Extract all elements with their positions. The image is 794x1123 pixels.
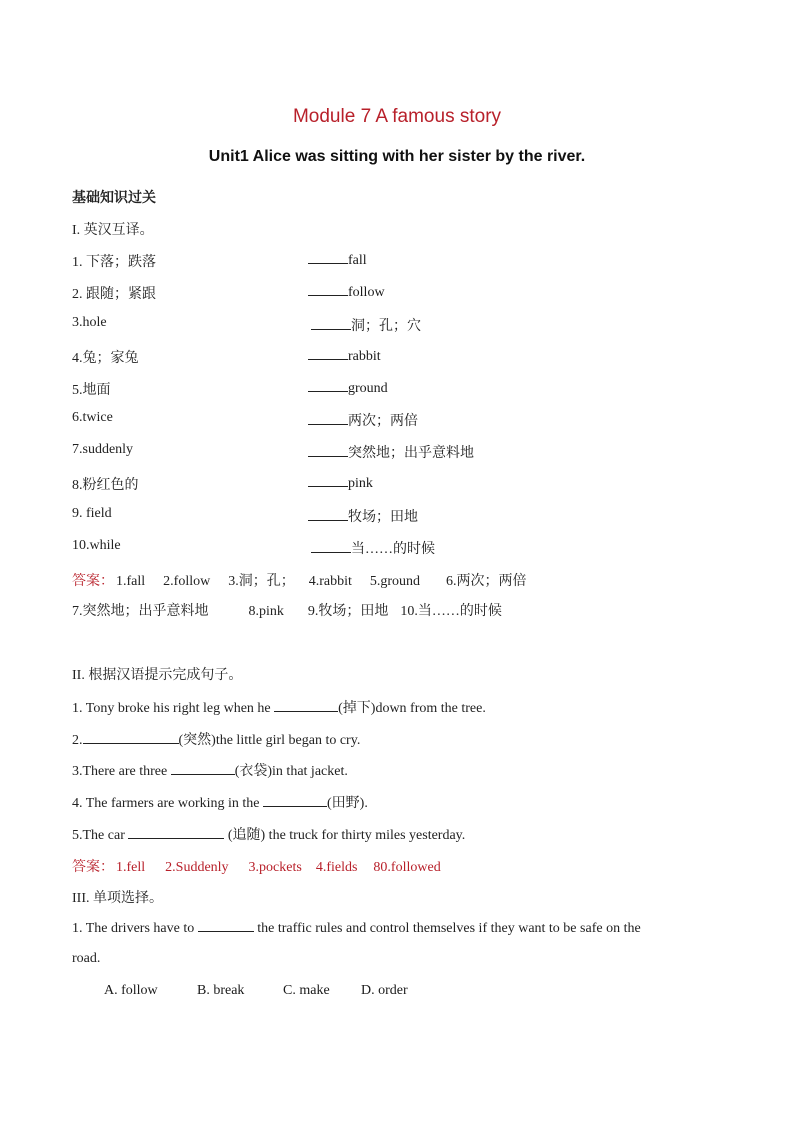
part2-sentence-3 [72, 760, 348, 780]
part1-item-answer: rabbit [348, 349, 381, 364]
answer-item: 4.fields [315, 860, 358, 875]
answer-item: 1.fell [116, 860, 146, 875]
answer-item: 9.牧场；田地 [307, 604, 389, 619]
answer-item: 5.ground [369, 574, 421, 589]
part1-item-answer: pink [348, 476, 373, 491]
part1-item-left: 1. 下落；跌落 [72, 255, 156, 270]
part1-item-right [311, 538, 435, 558]
part1-item-left: 9. field [72, 506, 112, 521]
part1-item-answer: 两次；两倍 [348, 414, 418, 429]
answer-blank[interactable] [308, 508, 348, 521]
answer-blank[interactable] [308, 283, 348, 296]
part2-heading: II. 根据汉语提示完成句子。 [72, 668, 243, 683]
page-title: Module 7 A famous story [292, 106, 502, 127]
answer-blank[interactable] [308, 474, 348, 487]
part2-sentence-1 [72, 697, 486, 717]
part1-item-answer: 洞；孔；穴 [351, 319, 421, 334]
answer-blank[interactable] [308, 251, 348, 264]
answer-blank[interactable] [128, 826, 224, 839]
part1-item-left: 4.兔；家兔 [72, 351, 139, 366]
sentence-text: 1. Tony broke his right leg when he [72, 701, 275, 716]
answer-item: 7.突然地；出乎意料地 [72, 604, 209, 619]
answer-blank[interactable] [311, 317, 351, 330]
answer-item: 8.pink [248, 604, 284, 619]
part1-item-right [308, 283, 385, 301]
answer-item: 4.rabbit [308, 574, 352, 589]
part1-item-left: 2. 跟随；紧跟 [72, 287, 156, 302]
part1-item-left: 8.粉红色的 [72, 478, 139, 493]
part1-item-answer: fall [348, 253, 367, 268]
part1-item-right [308, 474, 373, 492]
sentence-text: 3.There are three [72, 764, 171, 779]
part3-heading: III. 单项选择。 [72, 891, 163, 906]
section-basic-heading: 基础知识过关 [72, 190, 156, 206]
answer-label: 答案： [72, 574, 114, 589]
part1-item-right [308, 442, 474, 462]
option-b[interactable]: B. break [197, 983, 245, 998]
page-subtitle: Unit1 Alice was sitting with her sister by the river. [208, 148, 586, 165]
sentence-text: 5.The car [72, 828, 129, 843]
part1-item-answer: 突然地；出乎意料地 [348, 446, 474, 461]
part1-item-left: 7.suddenly [72, 442, 134, 457]
answer-blank[interactable] [308, 379, 348, 392]
answer-blank[interactable] [263, 794, 327, 807]
sentence-text: (田野). [327, 796, 368, 811]
sentence-text: 4. The farmers are working in the [72, 796, 264, 811]
answer-blank[interactable] [198, 919, 254, 932]
sentence-text: (突然)the little girl began to cry. [178, 733, 361, 748]
answer-item: 3.洞；孔； [228, 574, 295, 589]
option-a[interactable]: A. follow [104, 983, 158, 998]
answer-blank[interactable] [171, 762, 235, 775]
part1-answers-line2 [72, 600, 520, 620]
part1-item-left: 5.地面 [72, 383, 111, 398]
answer-item: 1.fall [116, 574, 146, 589]
answer-item: 2.follow [163, 574, 211, 589]
answer-blank[interactable] [311, 540, 351, 553]
part1-item-right [308, 506, 418, 526]
part3-question-1 [72, 919, 641, 937]
part1-item-right [311, 315, 421, 335]
answer-item: 2.Suddenly [165, 860, 229, 875]
part1-item-right [308, 251, 367, 269]
part1-item-right [308, 410, 418, 430]
question-text: 1. The drivers have to [72, 921, 198, 936]
part1-item-left: 10.while [72, 538, 121, 553]
part1-answers-line1 [72, 570, 545, 590]
answer-blank[interactable] [274, 699, 338, 712]
answer-label: 答案： [72, 860, 114, 875]
answer-item: 10.当……的时候 [400, 604, 502, 619]
answer-item: 3.pockets [248, 860, 302, 875]
answer-item: 6.两次；两倍 [446, 574, 527, 589]
part2-sentence-5 [72, 824, 465, 844]
sentence-text: (衣袋)in that jacket. [234, 764, 348, 779]
part1-item-left: 6.twice [72, 410, 113, 425]
part2-sentence-4 [72, 792, 368, 812]
answer-item: 80.followed [373, 860, 441, 875]
answer-blank[interactable] [308, 347, 348, 360]
option-c[interactable]: C. make [283, 983, 330, 998]
answer-blank[interactable] [308, 444, 348, 457]
part1-heading: I. 英汉互译。 [72, 223, 154, 238]
sentence-text: (追随) the truck for thirty miles yesterday. [224, 828, 466, 843]
option-d[interactable]: D. order [361, 983, 408, 998]
part1-item-answer: ground [348, 381, 388, 396]
answer-blank[interactable] [308, 412, 348, 425]
part1-item-right [308, 379, 388, 397]
part1-item-left: 3.hole [72, 315, 107, 330]
part2-answers [72, 856, 459, 876]
sentence-text: 2. [72, 733, 83, 748]
part1-item-answer: follow [348, 285, 385, 300]
answer-blank[interactable] [83, 731, 179, 744]
part3-question-1-cont: road. [72, 951, 101, 966]
part1-item-answer: 牧场；田地 [348, 510, 418, 525]
part1-item-right [308, 347, 381, 365]
question-text: the traffic rules and control themselves if they want to be safe on the [253, 921, 641, 936]
part1-item-answer: 当……的时候 [351, 542, 435, 557]
sentence-text: (掉下)down from the tree. [338, 701, 486, 716]
part2-sentence-2 [72, 729, 360, 749]
